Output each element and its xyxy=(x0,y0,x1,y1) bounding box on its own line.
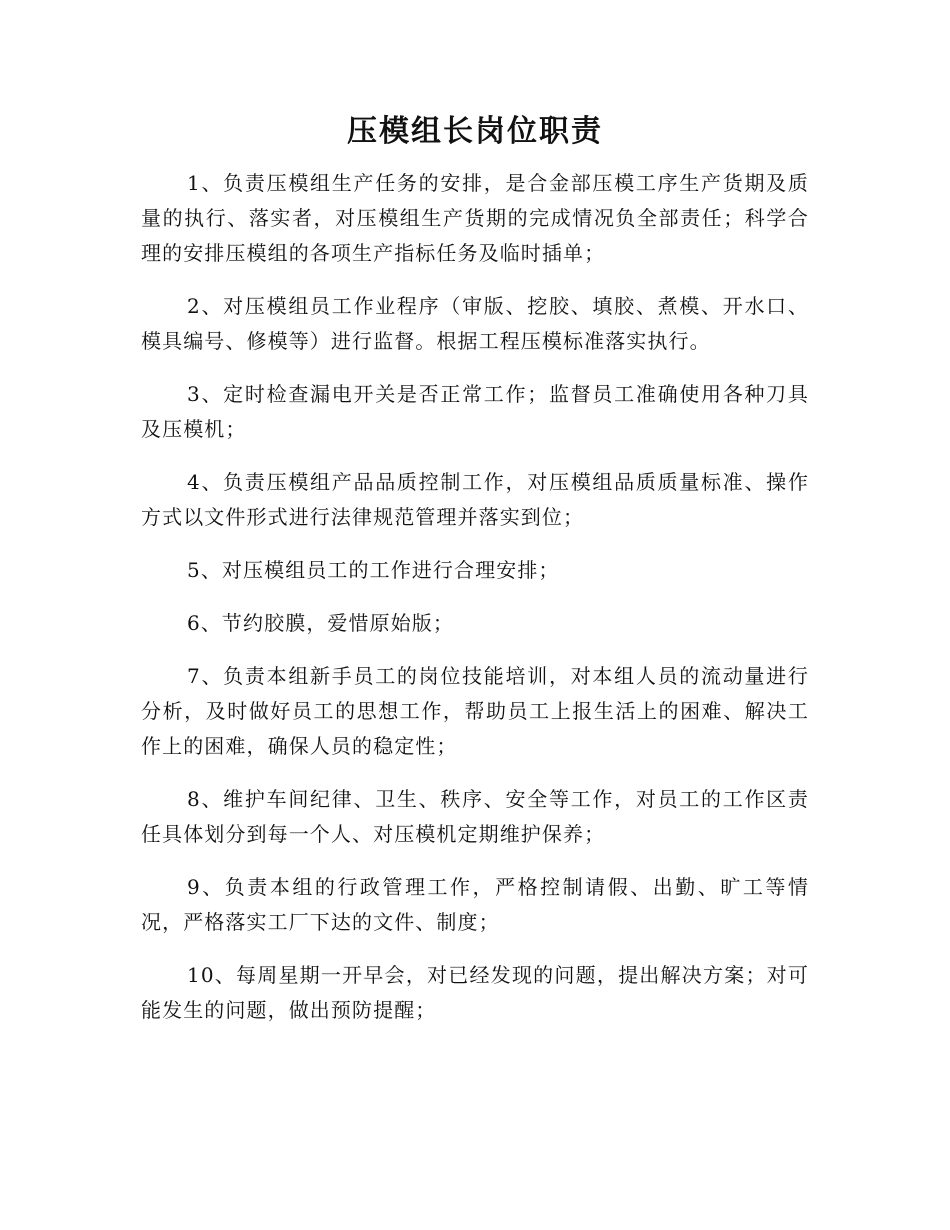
duty-item-4: 4、负责压模组产品品质控制工作，对压模组品质质量标准、操作方式以文件形式进行法律规范管理并落实到位； xyxy=(141,470,809,529)
duty-item-9: 9、负责本组的行政管理工作，严格控制请假、出勤、旷工等情况，严格落实工厂下达的文件、制度； xyxy=(141,875,809,934)
document-body xyxy=(141,166,809,1046)
duty-item-5: 5、对压模组员工的工作进行合理安排； xyxy=(187,558,560,582)
duty-item-6: 6、节约胶膜，爱惜原始版； xyxy=(187,611,455,635)
document-title: 压模组长岗位职责 xyxy=(347,114,603,149)
duty-item-8: 8、维护车间纪律、卫生、秩序、安全等工作，对员工的工作区责任具体划分到每一个人、对压模机定期维护保养； xyxy=(141,787,809,846)
duty-item-1: 1、负责压模组生产任务的安排，是合金部压模工序生产货期及质量的执行、落实者，对压模组生产货期的完成情况负全部责任；科学合理的安排压模组的各项生产指标任务及临时插单； xyxy=(141,171,809,265)
duty-item-3: 3、定时检查漏电开关是否正常工作；监督员工准确使用各种刀具及压模机； xyxy=(141,382,809,441)
duty-item-2: 2、对压模组员工作业程序（审版、挖胶、填胶、煮模、开水口、模具编号、修模等）进行监督。根据工程压模标准落实执行。 xyxy=(141,294,809,353)
duty-item-7: 7、负责本组新手员工的岗位技能培训，对本组人员的流动量进行分析，及时做好员工的思想工作，帮助员工上报生活上的困难、解决工作上的困难，确保人员的稳定性； xyxy=(141,664,809,758)
duty-item-10: 10、每周星期一开早会，对已经发现的问题，提出解决方案；对可能发生的问题，做出预防提醒； xyxy=(141,963,809,1022)
